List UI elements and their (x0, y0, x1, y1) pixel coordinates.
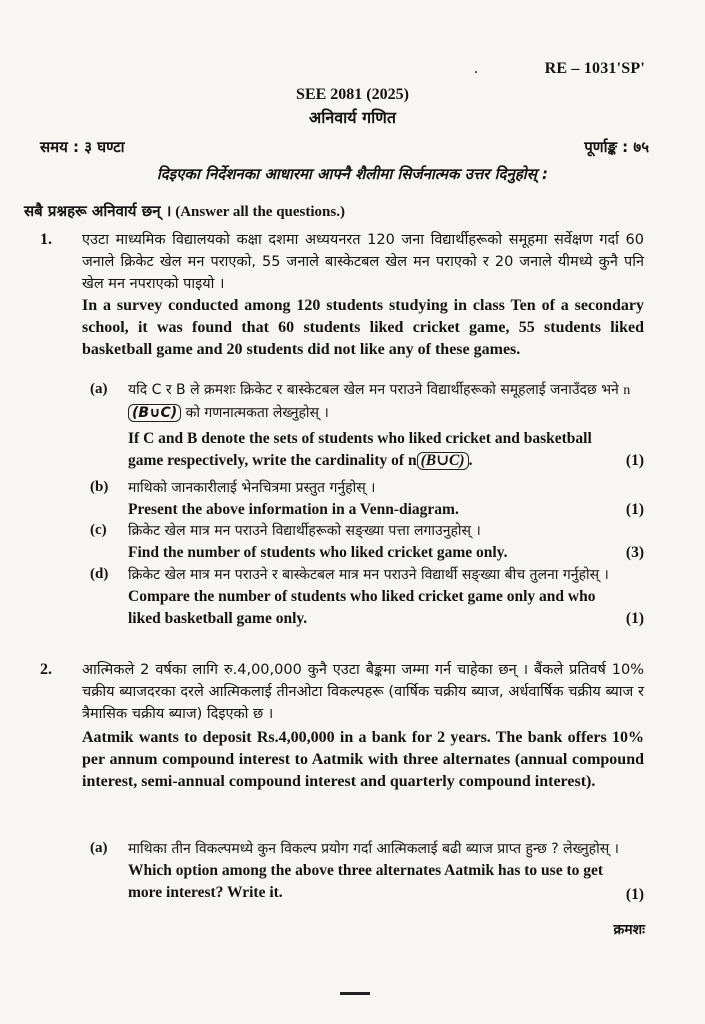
q1c-marks: (3) (625, 544, 644, 561)
all-questions-note (24, 201, 345, 221)
q1d-marks: (1) (625, 610, 644, 627)
q2-text-en: Aatmik wants to deposit Rs.4,00,000 in a bank for 2 years. The bank offers 10% per annum compound interest to Aatmik with three alternates (annual compound interest, semi-annual compound interest and quarterly compound interest). (82, 729, 644, 790)
q1d-body (128, 564, 644, 630)
q1b-body (128, 477, 644, 521)
q1d-text-en: Compare the number of students who liked cricket game only and who liked basketball game only. (1) (128, 586, 644, 630)
all-questions-ne: सबै प्रश्नहरू अनिवार्य छन् । (24, 202, 172, 220)
time-allowed: समय : ३ घण्टा (40, 138, 125, 156)
q1c-text-ne: क्रिकेट खेल मात्र मन पराउने विद्यार्थीहरूको सङ्ख्या पत्ता लगाउनुहोस् । (128, 523, 481, 539)
q2a-label: (a) (90, 840, 108, 856)
q1b-text-ne: माथिको जानकारीलाई भेनचित्रमा प्रस्तुत गर्नुहोस् । (128, 480, 376, 496)
q2a-text-en: Which option among the above three alternates Aatmik has to use to get more interest? Write it. (1) (128, 860, 644, 904)
q1b-marks: (1) (625, 501, 644, 518)
q2-text-ne: आत्मिकले 2 वर्षका लागि रु.4,00,000 कुनै एउटा बैङ्कमा जम्मा गर्न चाहेका छन् । बैंकले प्रतिवर्ष 10% चक्रीय ब्याजदरका दरले आत्मिकलाई तीनओटा विकल्पहरू (वार्षिक चक्रीय ब्याज, अर्धवार्षिक चक्रीय ब्याज र त्रैमासिक चक्रीय ब्याज) दिइएको छ । (82, 662, 644, 722)
full-marks: पूर्णाङ्क : ७५ (584, 138, 649, 156)
q1-number: 1. (40, 231, 52, 248)
q2-stem (82, 659, 644, 793)
q1c-label: (c) (90, 522, 107, 538)
q1c-body (128, 520, 644, 564)
q1d-text-ne: क्रिकेट खेल मात्र मन पराउने र बास्केटबल मात्र मन पराउने विद्यार्थी सङ्ख्या बीच तुलना गर्नुहोस् । (128, 567, 609, 583)
q1-stem (82, 229, 644, 361)
q2a-body (128, 838, 644, 904)
q2a-marks: (1) (625, 886, 644, 903)
stray-dot: . (474, 60, 478, 77)
footer-dash (340, 992, 370, 995)
set-notation: (B∪C) (417, 452, 469, 470)
q1a-marks: (1) (625, 452, 644, 469)
exam-title: SEE 2081 (2025) (296, 86, 409, 103)
subject-title: अनिवार्य गणित (309, 108, 396, 127)
all-questions-en: (Answer all the questions.) (175, 204, 345, 220)
q1a-body (128, 379, 644, 472)
q2-number: 2. (40, 661, 52, 678)
q1a-text-en: If C and B denote the sets of students who liked cricket and basketball game respectively, write the cardinality of n (B∪C) . (1) (128, 428, 644, 472)
q1a-label: (a) (90, 381, 108, 397)
q1d-label: (d) (90, 566, 109, 582)
q1a-text-ne: यदि C र B ले क्रमशः क्रिकेट र बास्केटबल खेल मन पराउने विद्यार्थीहरूको समूहलाई जनाउँदछ भने n(B∪C) को गणनात्मकता लेख्नुहोस् । (128, 382, 631, 421)
q1-text-ne: एउटा माध्यमिक विद्यालयको कक्षा दशमा अध्ययनरत 120 जना विद्यार्थीहरूको समूहमा सर्वेक्षण गर्दा 60 जनाले क्रिकेट खेल मन पराएको, 55 जनाले बास्केटबल खेल मन पराएको र 20 जनाले यीमध्ये कुनै पनि खेल मन नपराएको पाइयो । (82, 232, 644, 292)
q1b-text-en: Present the above information in a Venn-diagram. (1) (128, 499, 644, 521)
set-notation: (B∪C) (128, 404, 181, 422)
q1b-label: (b) (90, 479, 109, 495)
q2a-text-ne: माथिका तीन विकल्पमध्ये कुन विकल्प प्रयोग गर्दा आत्मिकलाई बढी ब्याज प्राप्त हुन्छ ? लेख्नुहोस् । (128, 841, 619, 857)
paper-code: RE – 1031'SP' (544, 60, 645, 77)
q1-text-en: In a survey conducted among 120 students studying in class Ten of a secondary school, it was found that 60 students liked cricket game, 55 students liked basketball game and 20 students did not like any of these games. (82, 297, 644, 358)
q1c-text-en: Find the number of students who liked cricket game only. (3) (128, 542, 644, 564)
general-instruction: दिइएका निर्देशनका आधारमा आफ्नै शैलीमा सिर्जनात्मक उत्तर दिनुहोस् : (156, 165, 549, 183)
continued-note: क्रमशः (613, 922, 645, 938)
